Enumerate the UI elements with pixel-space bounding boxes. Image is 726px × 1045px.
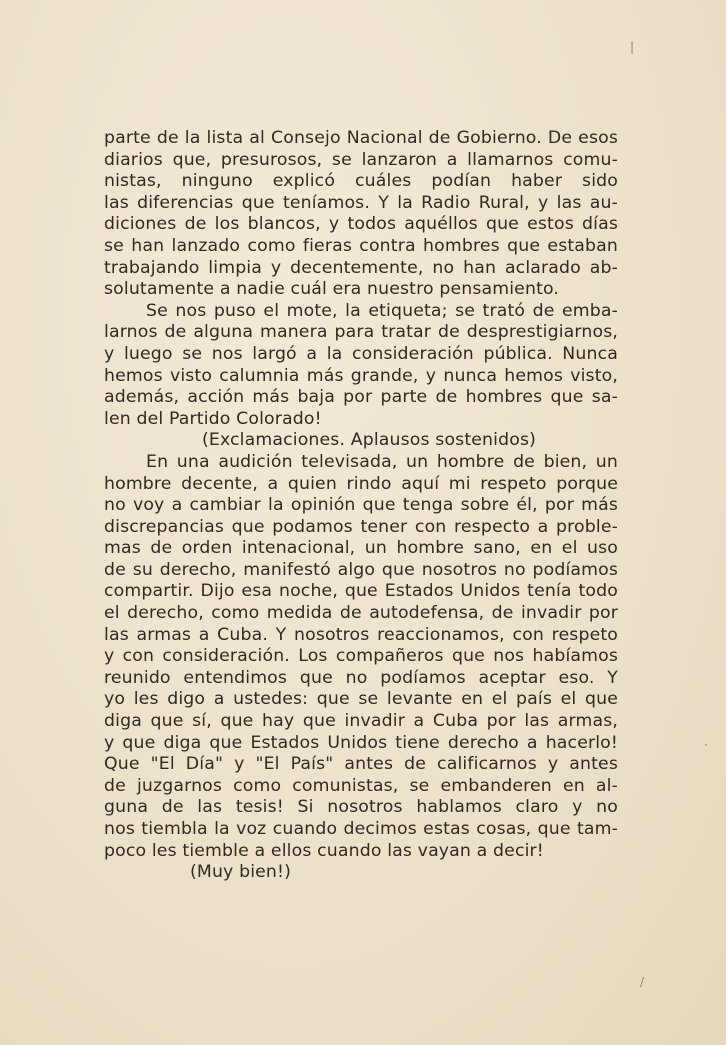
text-line: yo les digo a ustedes: que se levante en el país el que (104, 689, 618, 710)
text-line: reunido entendimos que no podíamos aceptar eso. Y (104, 667, 618, 688)
text-line: de juzgarnos como comunistas, se embanderen en al- (104, 775, 618, 796)
text-line: En una audición televisada, un hombre de bien, un (146, 451, 618, 472)
text-line: de su derecho, manifestó algo que nosotros no podíamos (104, 559, 618, 580)
text-line: no voy a cambiar la opinión que tenga sobre él, por más (104, 495, 618, 516)
text-line: diciones de los blancos, y todos aquéllos que estos días (104, 214, 618, 235)
text-line: además, acción más baja por parte de hombres que sa- (104, 387, 618, 408)
text-line: trabajando limpia y decentemente, no han aclarado ab- (104, 257, 618, 278)
text-line: larnos de alguna manera para tratar de desprestigiarnos, (104, 322, 618, 343)
text-line: parte de la lista al Consejo Nacional de Gobierno. De esos (104, 128, 618, 148)
text-line: las diferencias que teníamos. Y la Radio Rural, y las au- (104, 192, 618, 213)
stage-direction: (Muy bien!) (190, 862, 292, 883)
text-line: y con consideración. Los compañeros que nos habíamos (104, 646, 618, 667)
text-line: Que "El Día" y "El País" antes de calificarnos y antes (104, 754, 618, 775)
text-line: poco les tiemble a ellos cuando las vayan a decir! (104, 840, 544, 861)
text-line: diga que sí, que hay que invadir a Cuba por las armas, (104, 711, 618, 732)
text-line: el derecho, como medida de autodefensa, de invadir por (104, 603, 618, 624)
text-line: compartir. Dijo esa noche, que Estados Unidos tenía todo (104, 581, 618, 602)
text-line: hombre decente, a quien rindo aquí mi respeto porque (104, 473, 618, 494)
text-line: len del Partido Colorado! (104, 408, 322, 429)
text-line: mas de orden intenacional, un hombre sano, en el uso (104, 538, 618, 559)
text-line: Se nos puso el mote, la etiqueta; se trató de emba- (146, 300, 618, 321)
text-line: solutamente a nadie cuál era nuestro pensamiento. (104, 279, 560, 300)
paper-speck: | (630, 40, 635, 54)
text-line: y luego se nos largó a la consideración pública. Nunca (104, 343, 618, 364)
text-line: nos tiembla la voz cuando decimos estas cosas, que tam- (104, 819, 618, 839)
paper-speck: · (704, 738, 708, 752)
text-line: guna de las tesis! Si nosotros hablamos claro y no (104, 797, 618, 818)
document-body (104, 128, 618, 884)
text-line: nistas, ninguno explicó cuáles podían haber sido (104, 171, 618, 192)
stage-direction: (Exclamaciones. Aplausos sostenidos) (202, 430, 536, 451)
text-line: las armas a Cuba. Y nosotros reaccionamos, con respeto (104, 624, 618, 645)
paper-speck: / (640, 975, 645, 989)
text-line: y que diga que Estados Unidos tiene derecho a hacerlo! (104, 732, 618, 753)
text-line: hemos visto calumnia más grande, y nunca hemos visto, (104, 365, 618, 386)
text-line: discrepancias que podamos tener con respecto a proble- (104, 516, 618, 537)
text-line: se han lanzado como fieras contra hombres que estaban (104, 235, 618, 256)
text-line: diarios que, presurosos, se lanzaron a llamarnos comu- (104, 149, 618, 170)
